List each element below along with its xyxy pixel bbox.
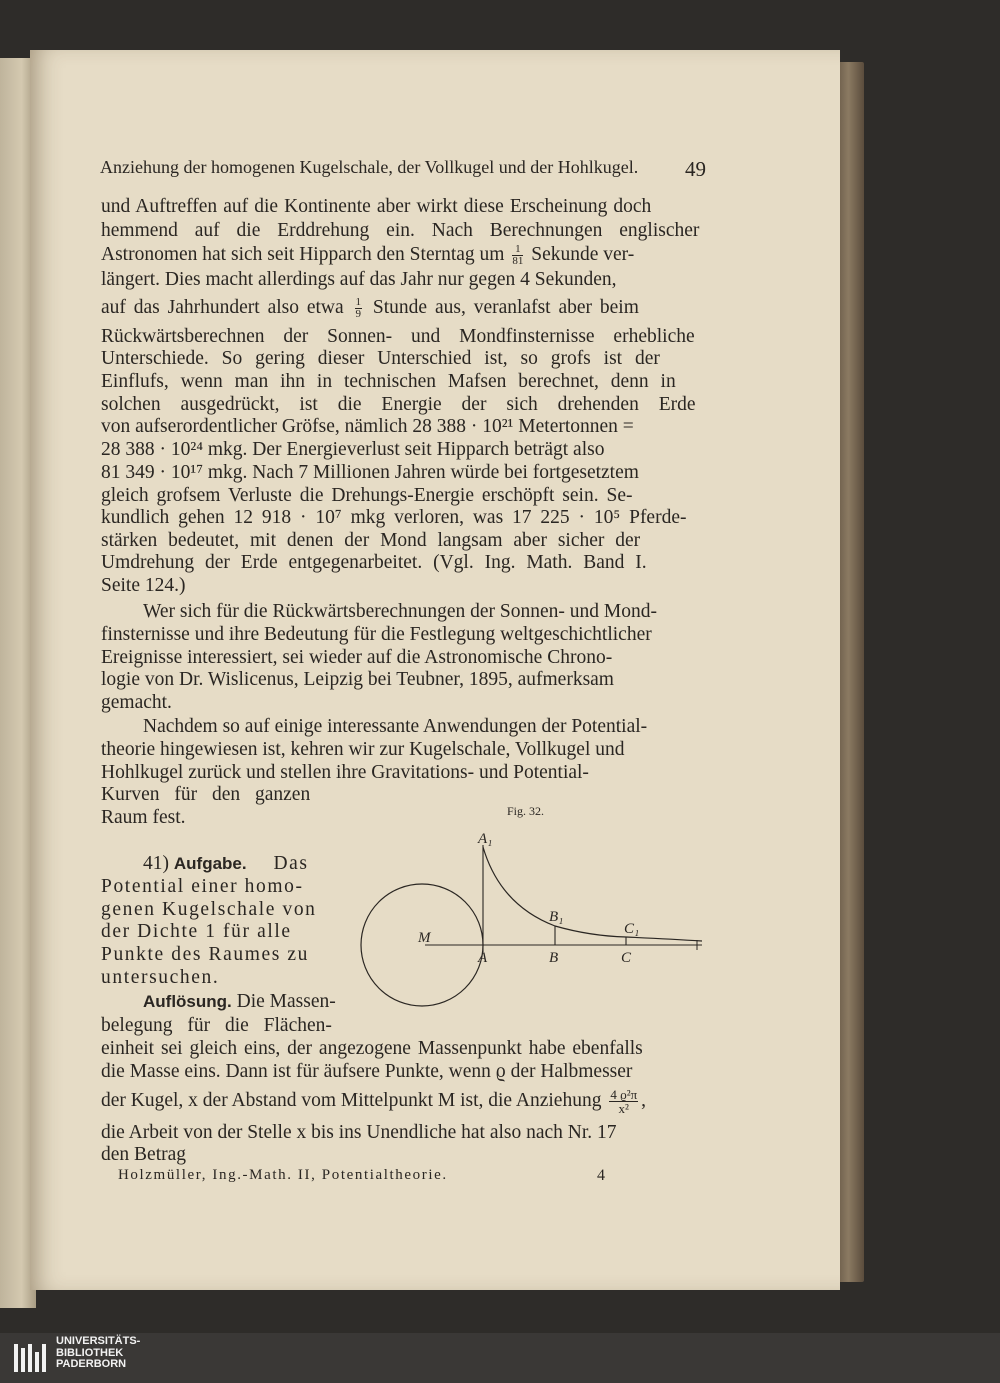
- book-cover-edge: [838, 62, 864, 1282]
- library-logo-icon: [12, 1338, 52, 1378]
- task-line: Punkte des Raumes zu: [101, 944, 310, 965]
- body-line-start: der Kugel, x der Abstand vom Mittelpunkt M ist, die Anziehung: [101, 1089, 602, 1111]
- body-line: Seite 124.): [101, 575, 186, 596]
- body-line: 81 349 · 10¹⁷ mkg. Nach 7 Millionen Jahren würde bei fortgesetztem: [101, 462, 639, 483]
- body-line: längert. Dies macht allerdings auf das Jahr nur gegen 4 Sekunden,: [101, 269, 617, 290]
- body-line: den Betrag: [101, 1144, 187, 1165]
- running-header: [100, 157, 706, 182]
- body-line: gemacht.: [101, 692, 172, 713]
- body-line: Raum fest.: [101, 807, 186, 828]
- fraction: [355, 297, 363, 320]
- solution-line: belegung für die Flächen-: [101, 1015, 332, 1036]
- fraction: [609, 1088, 638, 1115]
- label-M: M: [418, 930, 431, 946]
- body-line: Ereignisse interessiert, sei wieder auf die Astronomische Chrono-: [101, 647, 613, 668]
- body-line: einheit sei gleich eins, der angezogene Massenpunkt habe ebenfalls: [101, 1038, 643, 1059]
- body-line: theorie hingewiesen ist, kehren wir zur Kugelschale, Vollkugel und: [101, 739, 625, 760]
- body-line: Umdrehung der Erde entgegenarbeitet. (Vgl. Ing. Math. Band I.: [101, 552, 647, 573]
- signature-number: 4: [597, 1167, 605, 1184]
- library-name-line: PADERBORN: [56, 1358, 127, 1370]
- body-line: und Auftreffen auf die Kontinente aber wirkt diese Erscheinung doch: [101, 196, 652, 217]
- task-label: Aufgabe.: [173, 854, 247, 873]
- body-line: stärken bedeutet, mit denen der Mond langsam aber sicher der: [101, 530, 641, 551]
- label-A: A: [478, 950, 488, 966]
- body-line: die Masse eins. Dann ist für äufsere Punkte, wenn ϱ der Halbmesser: [101, 1061, 633, 1082]
- body-line: hemmend auf die Erddrehung ein. Nach Berechnungen englischer: [101, 220, 700, 241]
- label-C: C: [621, 950, 632, 966]
- task-line: der Dichte 1 für alle: [101, 921, 292, 942]
- body-line: von aufserordentlicher Gröfse, nämlich 28 388 · 10²¹ Metertonnen =: [101, 416, 634, 437]
- figure-32-diagram: [350, 825, 710, 1015]
- solution-heading: [143, 990, 336, 1013]
- task-line: Das: [273, 853, 309, 874]
- solution-line: Die Massen-: [236, 991, 336, 1012]
- page-number: 49: [685, 157, 706, 181]
- body-line: [101, 243, 634, 267]
- library-name: [56, 1336, 140, 1371]
- task-line: Potential einer homo-: [101, 876, 304, 897]
- fraction-denominator: 81: [512, 255, 524, 268]
- body-line: 28 388 · 10²⁴ mkg. Der Energieverlust seit Hipparch beträgt also: [101, 439, 605, 460]
- fraction-numerator: 1: [355, 296, 362, 309]
- body-line: Einflufs, wenn man ihn in technischen Mafsen berechnet, denn in: [101, 371, 676, 392]
- potential-curve: [483, 847, 702, 941]
- body-line: gleich grofsem Verluste die Drehungs-Energie erschöpft sein. Se-: [101, 485, 633, 506]
- footer-citation: Holzmüller, Ing.-Math. II, Potentialtheorie.: [118, 1167, 448, 1183]
- punctuation: ,: [641, 1089, 647, 1111]
- task-number: 41): [143, 853, 169, 874]
- body-line: Hohlkugel zurück und stellen ihre Gravitations- und Potential-: [101, 762, 589, 783]
- header-title: Anziehung der homogenen Kugelschale, der Vollkugel und der Hohlkugel.: [100, 157, 639, 177]
- label-C1: C₁: [624, 921, 640, 937]
- body-line: logie von Dr. Wislicenus, Leipzig bei Teubner, 1895, aufmerksam: [101, 669, 614, 690]
- label-B1: B₁: [549, 909, 564, 925]
- body-line-end: Sekunde ver-: [531, 244, 635, 265]
- task-line: genen Kugelschale von: [101, 899, 317, 920]
- solution-label: Auflösung.: [143, 992, 232, 1011]
- body-line-start: Astronomen hat sich seit Hipparch den Sterntag um: [101, 244, 505, 265]
- body-line: Rückwärtsberechnen der Sonnen- und Mondfinsternisse erhebliche: [101, 326, 695, 347]
- body-line: Kurven für den ganzen: [101, 784, 311, 805]
- fraction: [512, 244, 523, 267]
- fraction-denominator: x²: [618, 1101, 629, 1116]
- library-banner: [0, 1333, 1000, 1383]
- figure-caption: Fig. 32.: [507, 804, 545, 818]
- fraction-numerator: 4 ϱ²π: [610, 1087, 638, 1102]
- body-line: die Arbeit von der Stelle x bis ins Unendliche hat also nach Nr. 17: [101, 1122, 617, 1143]
- fraction-denominator: 9: [355, 308, 362, 321]
- library-name-line: BIBLIOTHEK: [56, 1346, 124, 1359]
- task-line: untersuchen.: [101, 967, 220, 988]
- body-line: solchen ausgedrückt, ist die Energie der sich drehenden Erde: [101, 394, 696, 415]
- body-line-end: Stunde aus, veranlafst aber beim: [372, 297, 639, 318]
- fraction-numerator: 1: [512, 244, 523, 256]
- body-line: finsternisse und ihre Bedeutung für die Festlegung weltgeschichtlicher: [101, 624, 652, 645]
- body-line-start: auf das Jahrhundert also etwa: [101, 297, 344, 318]
- label-B: B: [549, 950, 559, 966]
- label-A1: A₁: [478, 831, 493, 847]
- body-line: [101, 1088, 646, 1115]
- library-name-line: UNIVERSITÄTS-: [56, 1335, 141, 1347]
- task-heading: [143, 852, 309, 875]
- body-line: kundlich gehen 12 918 · 10⁷ mkg verloren, was 17 225 · 10⁵ Pferde-: [101, 507, 687, 528]
- body-line: Unterschiede. So gering dieser Unterschied ist, so grofs ist der: [101, 348, 660, 369]
- body-line: [101, 296, 639, 320]
- body-line: Nachdem so auf einige interessante Anwendungen der Potential-: [143, 716, 648, 737]
- body-line: Wer sich für die Rückwärtsberechnungen der Sonnen- und Mond-: [143, 601, 657, 622]
